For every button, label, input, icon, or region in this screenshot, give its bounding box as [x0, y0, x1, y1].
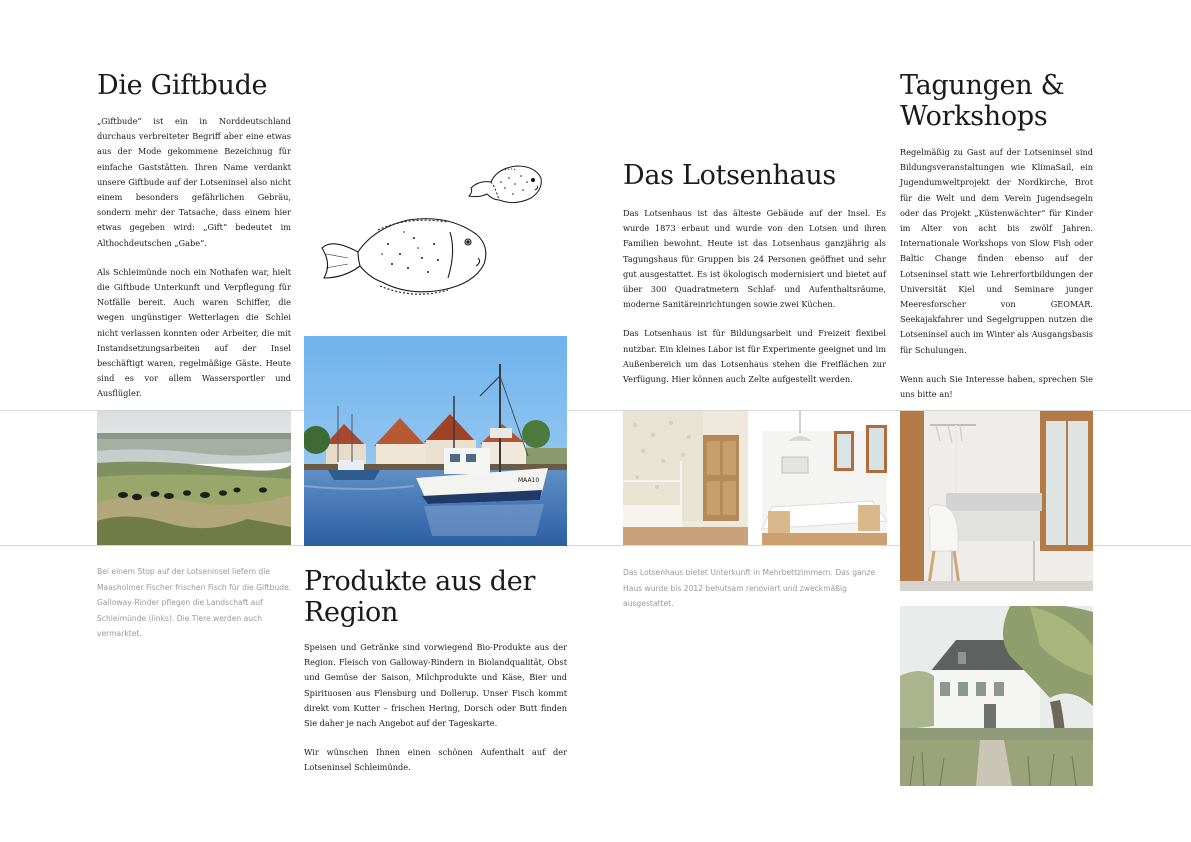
photo-fishing-boat-harbor [304, 336, 567, 546]
lotsenhaus-paragraph-2: Das Lotsenhaus ist für Bildungsarbeit und Freizeit flexibel nutzbar. Ein kleines Labor ist für Experimente geeignet und im Außenbereich um das Lotsenhaus stehen die Freiflächen zur Verfügung. Hier können auch Zelte aufgestellt werden. [623, 328, 886, 385]
tagungen-title-line-1: Tagungen & [900, 70, 1065, 101]
section-produkte [304, 566, 574, 628]
fish-illustration-small-icon [465, 158, 545, 210]
fish-illustration-small [465, 158, 545, 210]
lotsenhaus-title: Das Lotsenhaus [623, 160, 836, 191]
tagungen-paragraph-1: Regelmäßig zu Gast auf der Lotseninsel sind Bildungsveranstaltungen wie KlimaSail, ein Jugendumweltprojekt der Nordkirche, Brot für die Welt und dem Verein Jugendsegeln oder das Projekt „Küstenwächter“ für Kinder im Alter von acht bis zwölf Jahren. Internationale Workshops von Slow Fish oder Baltic Change finden ebenso auf der Lotseninsel statt wie Lehrerfortbildungen der Universität Kiel und Seminare junger Meeresforscher von GEOMAR. Seekajakfahrer und Segelgruppen nutzen die Lotseninsel auch im Winter als Ausgangsbasis für Schulungen. [900, 147, 1093, 355]
photo-bedroom-bunk [623, 411, 748, 545]
giftbude-paragraph-2: Als Schleimünde noch ein Nothafen war, hielt die Giftbude Unterkunft und Verpflegung für Notfälle bereit. Auch waren Schiffer, die wegen ungünstiger Wetterlagen die Schlei nicht verlassen konnten oder Arbeiter, die mit Instandsetzungsarbeiten auf der Insel beschäftigt waren, regelmäßige Gäste. Heute sind es vor allem Wassersportler und Ausflügler. [97, 266, 291, 399]
tagungen-title-line-2: Workshops [900, 101, 1048, 132]
section-tagungen [900, 70, 1100, 132]
photo-desk-room [900, 411, 1093, 591]
giftbude-text [97, 114, 291, 416]
fish-illustration-large [318, 208, 493, 304]
produkte-paragraph-1: Speisen und Getränke sind vorwiegend Bio-Produkte aus der Region. Fleisch von Galloway-Rindern in Biolandqualität, Obst und Gemüse der Saison, Milchprodukte und Käse, Bier und Spirituosen aus Flensburg und Dollerup. Unser Fisch kommt direkt vom Kutter – frischen Hering, Dorsch oder Butt finden Sie daher je nach Angebot auf der Tageskarte. [304, 642, 567, 729]
photo-lotsenhaus-exterior [900, 606, 1093, 786]
photo-galloway-landscape [97, 411, 291, 545]
lotsenhaus-paragraph-1: Das Lotsenhaus ist das älteste Gebäude auf der Insel. Es wurde 1873 erbaut und wurde von den Lotsen und ihren Familien bewohnt. Heute ist das Lotsenhaus ganzjährig als Tagungshaus für Gruppen bis 24 Personen geöffnet und sehr gut ausgestattet. Es ist ökologisch modernisiert und bietet auf über 300 Quadratmetern Schlaf- und Aufenthaltsräume, moderne Sanitäreinrichtungen sowie zwei Küchen. [623, 208, 886, 310]
tagungen-text [900, 145, 1093, 416]
section-lotsenhaus [623, 160, 888, 191]
tagungen-title [900, 70, 1100, 132]
produkte-paragraph-2: Wir wünschen Ihnen einen schönen Aufenthalt auf der Lotseninsel Schleimünde. [304, 747, 567, 773]
giftbude-paragraph-1: „Giftbude“ ist ein in Norddeutschland durchaus verbreiteter Begriff aber eine etwas aus der Mode gekommene Bezeichnug für einfache Gaststätten. Ihren Name verdankt unsere Giftbude auf der Lotseninsel also nicht einem besonders gefährlichen Gebräu, sondern mehr der Tatsache, dass einem hier etwas gegeben wird: „Gift“ bedeutet im Althochdeutschen „Gabe“. [97, 116, 291, 248]
tagungen-paragraph-2: Wenn auch Sie Interesse haben, sprechen Sie uns bitte an! [900, 373, 1093, 400]
boat-registration-label: MAA10 [518, 477, 540, 484]
produkte-title: Produkte aus der Region [304, 566, 536, 628]
lotsenhaus-caption: Das Lotsenhaus bietet Unterkunft in Mehrbettzimmern. Das ganze Haus wurde bis 2012 behutsam renoviert und zweckmäßig ausgestattet. [623, 568, 876, 608]
section-giftbude [97, 70, 292, 101]
produkte-text [304, 640, 567, 790]
photo-dining-room [762, 411, 887, 545]
lotsenhaus-text [623, 206, 886, 401]
giftbude-caption: Bei einem Stop auf der Lotseninsel liefern die Maasholmer Fischer frischen Fisch für die Giftbude. Galloway-Rinder pflegen die Landschaft auf Schleimünde (links). Die Tiere werden auch vermarktet. [97, 567, 292, 638]
fish-illustration-large-icon [318, 208, 493, 304]
giftbude-title: Die Giftbude [97, 70, 268, 101]
